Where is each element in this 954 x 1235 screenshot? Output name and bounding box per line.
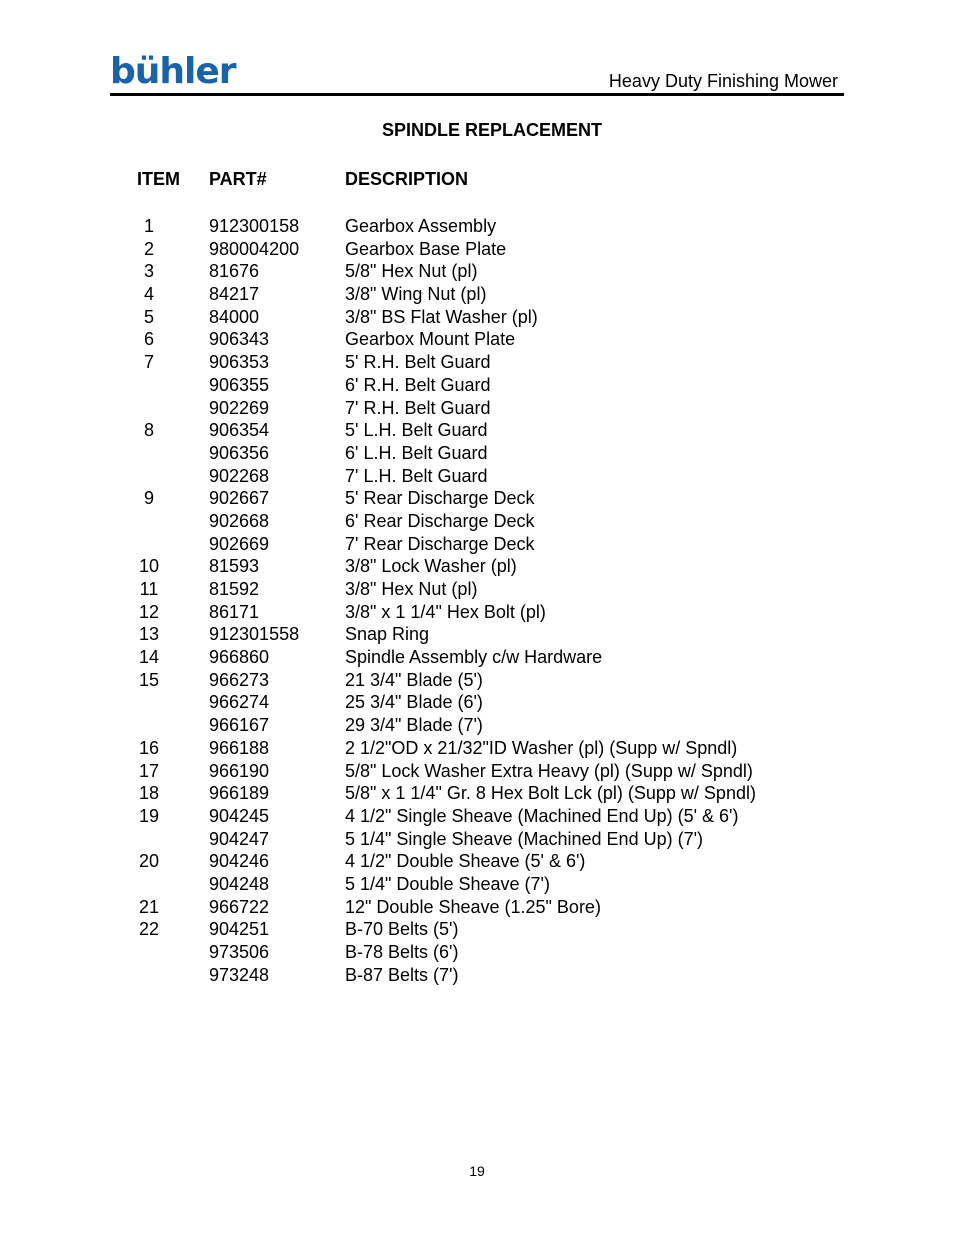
table-row (0, 238, 954, 261)
part-number: 86171 (209, 601, 260, 622)
part-description: 5' R.H. Belt Guard (345, 352, 491, 373)
part-number: 912301558 (209, 624, 300, 645)
table-row (0, 760, 954, 783)
part-description: 5' Rear Discharge Deck (345, 488, 535, 509)
part-description: Gearbox Mount Plate (345, 329, 516, 350)
item-number: 7 (143, 352, 154, 373)
item-number: 9 (143, 488, 154, 509)
part-number: 902669 (209, 533, 270, 554)
column-header-part: PART# (209, 169, 267, 189)
part-description: 5/8" Lock Washer Extra Heavy (pl) (Supp w/ Spndl) (345, 760, 753, 781)
table-row (0, 691, 954, 714)
table-row (0, 578, 954, 601)
item-number: 3 (143, 261, 154, 282)
table-row (0, 918, 954, 941)
table-row (0, 828, 954, 851)
table-row (0, 465, 954, 488)
part-number: 84217 (209, 284, 260, 305)
table-row (0, 215, 954, 238)
part-description: 6' L.H. Belt Guard (345, 442, 488, 463)
part-number: 973506 (209, 942, 270, 962)
table-row (0, 941, 954, 964)
item-number: 17 (138, 760, 160, 781)
item-number: 20 (138, 851, 160, 872)
part-description: B-70 Belts (5') (345, 919, 459, 940)
part-number: 902268 (209, 465, 270, 486)
part-number: 81593 (209, 556, 260, 577)
table-row (0, 374, 954, 397)
part-description: 5/8" Hex Nut (pl) (345, 261, 478, 282)
table-row (0, 896, 954, 919)
part-description: B-87 Belts (7') (345, 964, 459, 985)
part-description: 29 3/4" Blade (7') (345, 715, 483, 736)
part-number: 966190 (209, 760, 270, 781)
part-number: 966188 (209, 737, 270, 758)
part-number: 904246 (209, 851, 270, 872)
part-number: 904247 (209, 828, 270, 849)
part-number: 966273 (209, 669, 270, 690)
part-number: 904245 (209, 805, 270, 826)
part-description: 5' L.H. Belt Guard (345, 420, 488, 441)
table-row (0, 351, 954, 374)
table-row (0, 782, 954, 805)
part-number: 902667 (209, 488, 270, 509)
table-row (0, 964, 954, 987)
part-number: 902269 (209, 397, 270, 418)
part-description: 6' R.H. Belt Guard (345, 374, 491, 395)
table-row (0, 555, 954, 578)
part-description: 21 3/4" Blade (5') (345, 669, 483, 690)
table-row (0, 805, 954, 828)
part-number: 906355 (209, 374, 270, 395)
part-description: 4 1/2" Double Sheave (5' & 6') (345, 851, 586, 872)
table-row (0, 397, 954, 420)
item-number: 19 (138, 805, 160, 826)
item-number: 14 (138, 647, 160, 668)
item-number: 16 (138, 737, 160, 758)
part-number: 906354 (209, 420, 270, 441)
part-number: 980004200 (209, 238, 300, 259)
part-number: 973248 (209, 964, 270, 985)
part-description: 5 1/4" Double Sheave (7') (345, 873, 550, 894)
table-row (0, 510, 954, 533)
part-number: 906353 (209, 352, 270, 373)
part-description: 7' L.H. Belt Guard (345, 465, 488, 486)
part-description: B-78 Belts (6') (345, 942, 459, 962)
part-description: 7' Rear Discharge Deck (345, 533, 535, 554)
part-description: 3/8" Wing Nut (pl) (345, 284, 487, 305)
part-description: 7' R.H. Belt Guard (345, 397, 491, 418)
buhler-logo: bühler (110, 51, 236, 92)
part-number: 904248 (209, 873, 270, 894)
table-row (0, 669, 954, 692)
item-number: 8 (143, 420, 154, 441)
part-description: 6' Rear Discharge Deck (345, 510, 535, 531)
item-number: 15 (138, 669, 160, 690)
item-number: 22 (138, 919, 160, 940)
part-description: Gearbox Assembly (345, 216, 497, 236)
item-number: 12 (138, 601, 160, 622)
table-row (0, 850, 954, 873)
part-number: 902668 (209, 510, 270, 531)
part-number: 966274 (209, 692, 270, 713)
page-number: 19 (469, 1163, 485, 1179)
part-number: 912300158 (209, 216, 300, 236)
part-description: 12" Double Sheave (1.25" Bore) (345, 896, 601, 917)
table-row (0, 533, 954, 556)
part-number: 906343 (209, 329, 270, 350)
item-number: 11 (139, 579, 159, 599)
part-description: 3/8" Hex Nut (pl) (345, 579, 478, 599)
table-row (0, 873, 954, 896)
table-row (0, 601, 954, 624)
item-number: 13 (138, 624, 160, 645)
column-header-item: ITEM (137, 169, 180, 189)
item-number: 10 (138, 556, 160, 577)
table-row (0, 714, 954, 737)
header-rule (110, 93, 844, 96)
table-row (0, 306, 954, 329)
part-description: 4 1/2" Single Sheave (Machined End Up) (5' & 6') (345, 805, 739, 826)
part-description: Gearbox Base Plate (345, 238, 507, 259)
part-description: 25 3/4" Blade (6') (345, 692, 483, 713)
table-row (0, 260, 954, 283)
parts-table (0, 215, 954, 986)
part-number: 84000 (209, 306, 260, 327)
item-number: 4 (143, 284, 154, 305)
part-description: 3/8" BS Flat Washer (pl) (345, 306, 538, 327)
item-number: 21 (138, 896, 160, 917)
item-number: 1 (143, 216, 154, 236)
part-number: 81676 (209, 261, 260, 282)
part-description: 5/8" x 1 1/4" Gr. 8 Hex Bolt Lck (pl) (Supp w/ Spndl) (345, 783, 756, 804)
item-number: 5 (143, 306, 154, 327)
part-number: 906356 (209, 442, 270, 463)
part-number: 966722 (209, 896, 270, 917)
table-row (0, 283, 954, 306)
part-number: 966167 (209, 715, 270, 736)
column-header-description: DESCRIPTION (345, 169, 469, 189)
part-description: Spindle Assembly c/w Hardware (345, 647, 603, 668)
part-number: 966189 (209, 783, 270, 804)
section-title: SPINDLE REPLACEMENT (381, 120, 603, 140)
part-number: 81592 (209, 579, 260, 599)
part-description: 2 1/2"OD x 21/32"ID Washer (pl) (Supp w/ Spndl) (345, 737, 738, 758)
table-row (0, 328, 954, 351)
part-description: Snap Ring (345, 624, 430, 645)
part-description: 3/8" Lock Washer (pl) (345, 556, 517, 577)
table-row (0, 623, 954, 646)
part-description: 5 1/4" Single Sheave (Machined End Up) (7') (345, 828, 704, 849)
table-row (0, 442, 954, 465)
document-title: Heavy Duty Finishing Mower (608, 71, 838, 91)
part-number: 904251 (209, 919, 270, 940)
item-number: 2 (143, 238, 154, 259)
table-row (0, 419, 954, 442)
table-row (0, 646, 954, 669)
table-row (0, 487, 954, 510)
part-number: 966860 (209, 647, 270, 668)
item-number: 18 (138, 783, 160, 804)
part-description: 3/8" x 1 1/4" Hex Bolt (pl) (345, 601, 546, 622)
item-number: 6 (143, 329, 154, 350)
table-row (0, 737, 954, 760)
